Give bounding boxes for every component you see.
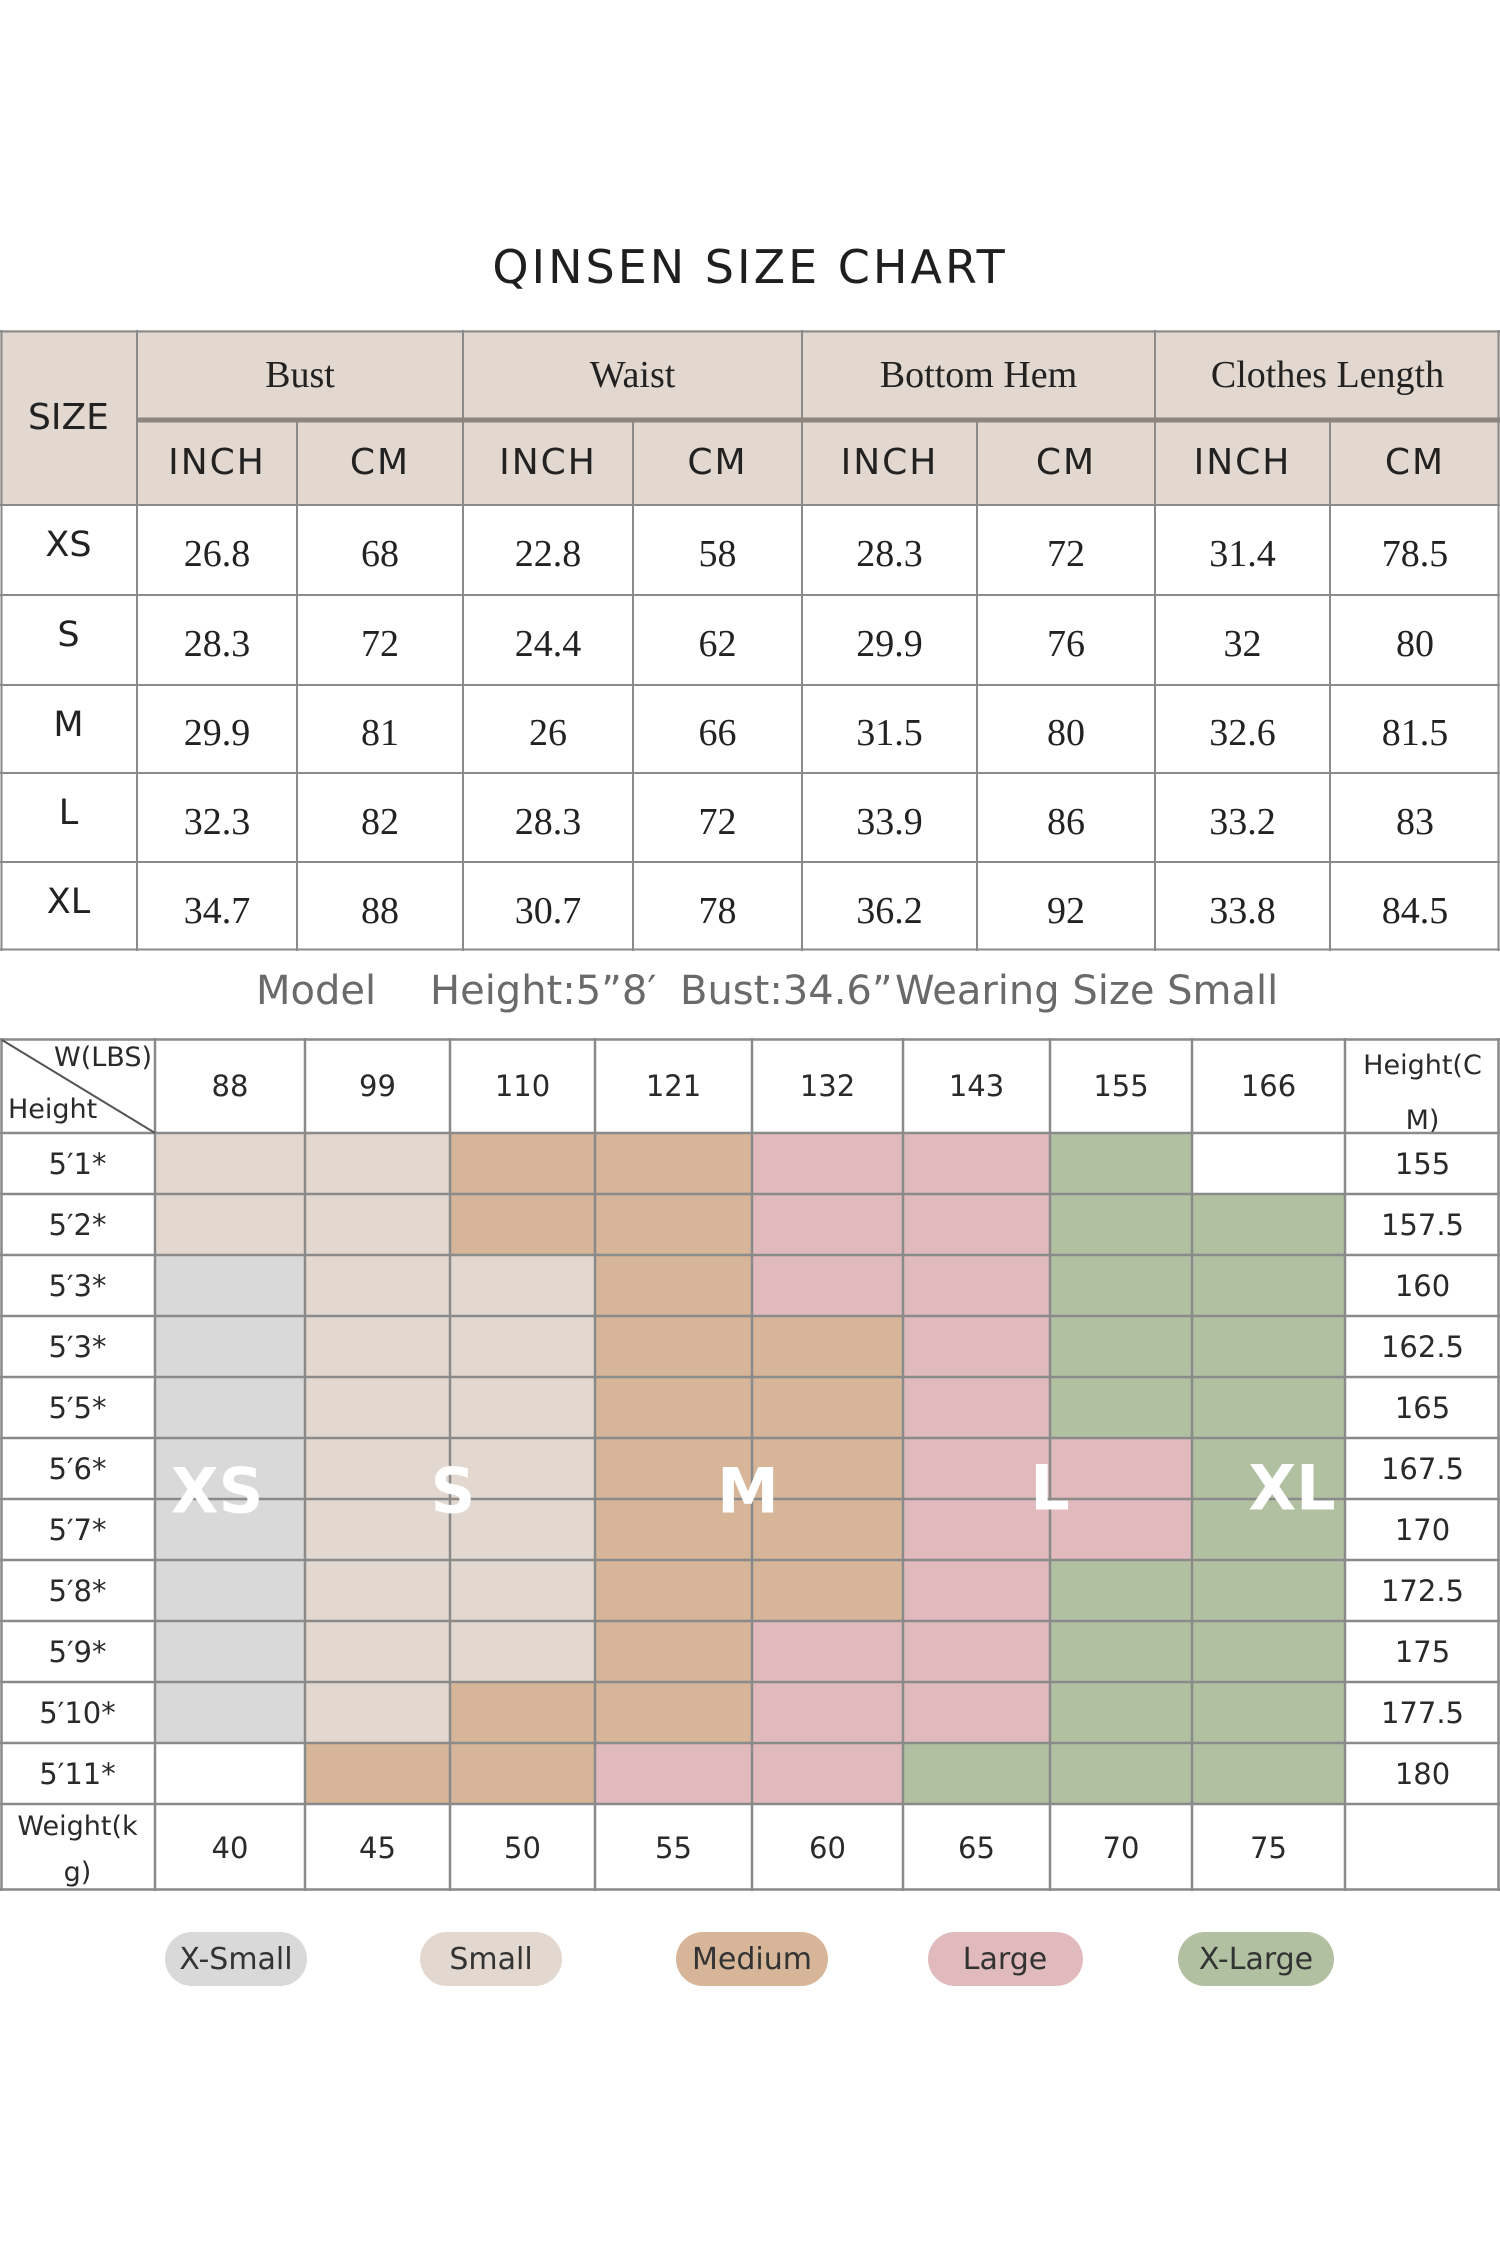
measure-value: 33.8 [1209,889,1276,932]
measure-value: 31.4 [1209,533,1276,575]
measure-value: 76 [1047,623,1085,665]
measure-value: 33.9 [856,800,923,843]
height-ft-label: 5′10* [39,1695,116,1730]
measure-value: 83 [1396,800,1434,843]
group-header: Waist [589,354,676,396]
measure-value: 80 [1396,623,1434,665]
measure-value: 30.7 [514,889,582,932]
weight-kg-value: 55 [655,1830,692,1865]
height-ft-label: 5′2* [48,1207,107,1242]
measure-value: 33.2 [1209,800,1276,843]
height-cm-value: 157.5 [1380,1207,1465,1242]
unit-header: CM [1035,442,1097,483]
unit-header: CM [1384,442,1446,483]
weight-kg-value: 60 [809,1830,846,1865]
height-ft-label: 5′3* [48,1268,107,1303]
weight-lbs-header: 143 [948,1068,1005,1103]
height-ft-label: 5′1* [48,1146,107,1181]
measure-value: 24.4 [514,623,582,665]
measure-value: 28.3 [856,533,923,575]
measure-value: 26 [529,712,567,754]
legend-item-xl: X-Large [1178,1932,1334,1986]
height-cm-value: 160 [1394,1268,1451,1303]
model-label: Model [256,968,377,1014]
measure-value: 29.9 [856,623,923,665]
height-ft-label: 5′11* [39,1756,116,1791]
height-cm-value: 180 [1394,1756,1451,1791]
measure-value: 62 [698,623,737,665]
measure-value: 72 [1047,533,1085,575]
measure-value: 36.2 [856,889,923,932]
weight-kg-value: 50 [504,1830,541,1865]
measure-value: 84.5 [1381,889,1449,932]
weight-kg-header: Weight(kg) [17,1811,138,1888]
height-cm-value: 162.5 [1380,1329,1465,1364]
measure-value: 81 [361,712,399,754]
weight-lbs-header: 121 [645,1068,702,1103]
unit-header: INCH [499,442,597,483]
measure-value: 32 [1223,623,1262,665]
measure-value: 82 [361,800,399,843]
measure-value: 31.5 [856,712,923,754]
weight-lbs-header: 110 [494,1068,551,1103]
measure-value: 68 [361,533,399,575]
height-ft-label: 5′9* [48,1634,107,1669]
height-cm-value: 170 [1394,1512,1451,1547]
unit-header: INCH [1193,442,1292,483]
weight-kg-value: 75 [1250,1830,1287,1865]
legend-item-m: Medium [676,1932,828,1986]
measure-value: 32.6 [1209,712,1276,754]
group-header: Bust [265,354,335,396]
model-height: Height:5”8′ [430,968,657,1014]
group-header: Clothes Length [1210,354,1445,396]
weight-lbs-header: 99 [359,1068,396,1103]
chart-title: QINSEN SIZE CHART [492,240,1008,294]
height-cm-value: 167.5 [1380,1451,1465,1486]
height-cm-value: 172.5 [1380,1573,1465,1608]
corner-height-label: Height [8,1094,98,1125]
height-cm-value: 155 [1394,1146,1451,1181]
measure-value: 80 [1047,712,1085,754]
zone-label-s: S [430,1454,476,1528]
height-cm-value: 177.5 [1380,1695,1465,1730]
zone-label-l: L [1030,1451,1070,1525]
size-row-label: M [53,705,84,745]
measurement-table [0,330,1500,951]
measure-value: 81.5 [1381,712,1449,754]
weight-kg-value: 70 [1102,1830,1140,1865]
measure-value: 28.3 [514,800,582,843]
zone-label-xl: XL [1248,1451,1336,1525]
legend-item-l: Large [928,1932,1083,1986]
measure-value: 34.7 [183,889,251,932]
weight-lbs-header: 88 [211,1068,249,1103]
grid-line [2,1040,155,1133]
unit-header: INCH [840,442,939,483]
size-row-label: S [57,615,80,655]
measure-value: 66 [698,712,737,754]
weight-lbs-header: 132 [799,1068,856,1103]
zone-label-m: M [717,1454,779,1528]
height-ft-label: 5′6* [48,1451,107,1486]
corner-weight-label: W(LBS) [54,1042,152,1073]
height-ft-label: 5′8* [48,1573,107,1608]
size-row-label: XS [45,525,92,565]
weight-kg-value: 65 [958,1830,995,1865]
unit-header: INCH [168,442,266,483]
measure-value: 28.3 [183,623,251,665]
height-ft-label: 5′7* [48,1512,107,1547]
model-bust: Bust:34.6” [680,968,893,1014]
measure-value: 88 [361,889,399,932]
measure-value: 58 [698,533,737,575]
size-row-label: L [58,793,79,833]
measure-value: 72 [361,623,399,665]
weight-kg-value: 40 [211,1830,249,1865]
measure-value: 78 [698,889,737,932]
unit-header: CM [687,442,748,483]
measure-value: 26.8 [183,533,251,575]
height-ft-label: 5′5* [48,1390,107,1425]
measure-value: 86 [1047,800,1085,843]
size-column-header: SIZE [28,397,109,438]
size-finder-grid [0,1038,1500,1891]
measure-value: 29.9 [183,712,251,754]
legend-item-s: Small [420,1932,562,1986]
size-row-label: XL [46,882,91,922]
model-info [0,968,1500,1028]
height-cm-header: Height(CM) [1363,1050,1482,1136]
model-wearing-size: Wearing Size Small [895,968,1279,1014]
measure-value: 78.5 [1381,533,1449,575]
height-cm-value: 165 [1394,1390,1451,1425]
measure-gridlines [0,330,1500,951]
legend-item-xs: X-Small [165,1932,307,1986]
measure-value: 32.3 [183,800,251,843]
group-header: Bottom Hem [879,354,1078,396]
zone-label-xs: XS [170,1454,264,1528]
weight-lbs-header: 166 [1240,1068,1297,1103]
height-cm-value: 175 [1394,1634,1451,1669]
measure-value: 72 [698,800,737,843]
measure-value: 92 [1047,889,1085,932]
weight-kg-value: 45 [359,1830,396,1865]
height-ft-label: 5′3* [48,1329,107,1364]
weight-lbs-header: 155 [1093,1068,1149,1103]
unit-header: CM [349,442,411,483]
measure-value: 22.8 [514,533,582,575]
